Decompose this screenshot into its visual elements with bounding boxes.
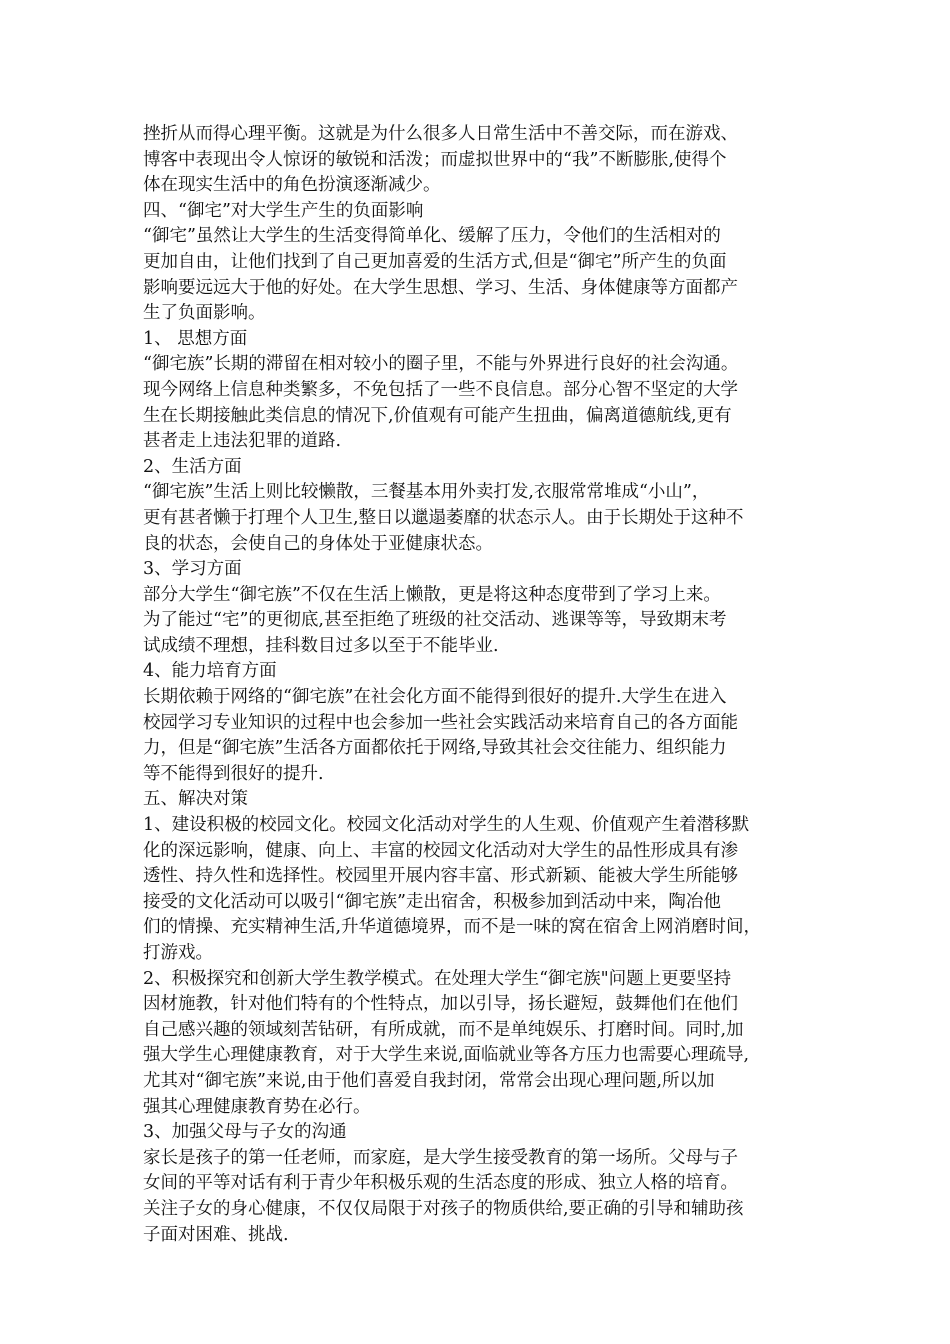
paragraph-line: 关注子女的身心健康，不仅仅局限于对孩子的物质供给,要正确的引导和辅助孩 — [143, 1198, 744, 1219]
paragraph-line: 透性、持久性和选择性。校园里开展内容丰富、形式新颖、能被大学生所能够 — [143, 866, 738, 887]
paragraph-line: 2、积极探究和创新大学生教学模式。在处理大学生“御宅族"问题上更要坚持 — [143, 968, 732, 989]
paragraph-line: 体在现实生活中的角色扮演逐渐减少。 — [143, 175, 441, 196]
paragraph-line: 部分大学生“御宅族”不仅在生活上懒散，更是将这种态度带到了学习上来。 — [143, 584, 721, 605]
paragraph-line: 强大学生心理健康教育，对于大学生来说,面临就业等各方压力也需要心理疏导, — [143, 1045, 750, 1066]
paragraph-line: 挫折从而得心理平衡。这就是为什么很多人日常生活中不善交际，而在游戏、 — [143, 124, 738, 144]
paragraph-line: 更加自由，让他们找到了自己更加喜爱的生活方式,但是“御宅”所产生的负面 — [143, 251, 727, 272]
paragraph-line: 博客中表现出令人惊讶的敏锐和活泼；而虚拟世界中的“我”不断膨胀,使得个 — [143, 149, 727, 170]
subheading-ability: 4、能力培育方面 — [143, 661, 277, 682]
paragraph-line: 校园学习专业知识的过程中也会参加一些社会实践活动来培育自己的各方面能 — [143, 712, 738, 733]
paragraph-line: 生在长期接触此类信息的情况下,价值观有可能产生扭曲，偏离道德航线,更有 — [143, 405, 732, 426]
subheading-life: 2、生活方面 — [143, 456, 242, 477]
paragraph-line: 甚者走上违法犯罪的道路. — [143, 431, 342, 452]
subheading-study: 3、学习方面 — [143, 559, 242, 580]
paragraph-line: 1、建设积极的校园文化。校园文化活动对学生的人生观、价值观产生着潜移默 — [143, 815, 750, 836]
paragraph-line: 现今网络上信息种类繁多，不免包括了一些不良信息。部分心智不坚定的大学 — [143, 379, 738, 400]
paragraph-line: 更有甚者懒于打理个人卫生,整日以邋遢萎靡的状态示人。由于长期处于这种不 — [143, 507, 744, 528]
paragraph-line: “御宅”虽然让大学生的生活变得简单化、缓解了压力，令他们的生活相对的 — [143, 226, 721, 247]
paragraph-line: 试成绩不理想，挂科数目过多以至于不能毕业. — [143, 635, 499, 656]
paragraph-line: 生了负面影响。 — [143, 303, 266, 324]
paragraph-line: 们的情操、充实精神生活,升华道德境界，而不是一味的窝在宿舍上网消磨时间， — [143, 917, 762, 938]
paragraph-line: 长期依赖于网络的“御宅族”在社会化方面不能得到很好的提升.大学生在进入 — [143, 687, 727, 708]
paragraph-line: 力，但是“御宅族”生活各方面都依托于网络,导致其社会交往能力、组织能力 — [143, 738, 727, 759]
paragraph-line: 等不能得到很好的提升. — [143, 763, 324, 784]
paragraph-line: 子面对困难、挑战. — [143, 1224, 289, 1245]
paragraph-line: 尤其对“御宅族”来说,由于他们喜爱自我封闭，常常会出现心理问题,所以加 — [143, 1070, 715, 1091]
subheading-parents: 3、加强父母与子女的沟通 — [143, 1122, 347, 1143]
subheading-thought: 1、 思想方面 — [143, 328, 248, 349]
paragraph-line: 良的状态，会使自己的身体处于亚健康状态。 — [143, 533, 493, 554]
paragraph-line: 接受的文化活动可以吸引“御宅族”走出宿舍，积极参加到活动中来，陶冶他 — [143, 891, 721, 912]
paragraph-line: 打游戏。 — [143, 943, 213, 963]
paragraph-line: “御宅族”长期的滞留在相对较小的圈子里，不能与外界进行良好的社会沟通。 — [143, 354, 739, 375]
paragraph-line: 化的深远影响，健康、向上、丰富的校园文化活动对大学生的品性形成具有渗 — [143, 840, 738, 861]
paragraph-line: 为了能过“宅”的更彻底,甚至拒绝了班级的社交活动、逃课等等，导致期末考 — [143, 610, 727, 631]
paragraph-line: 影响要远远大于他的好处。在大学生思想、学习、生活、身体健康等方面都产 — [143, 277, 738, 298]
section-heading-5: 五、解决对策 — [143, 789, 248, 810]
paragraph-line: 强其心理健康教育势在必行。 — [143, 1096, 371, 1117]
paragraph-line: 家长是孩子的第一任老师，而家庭，是大学生接受教育的第一场所。父母与子 — [143, 1147, 738, 1168]
document-page — [143, 122, 815, 1248]
paragraph-line: 自己感兴趣的领域刻苦钻研，有所成就，而不是单纯娱乐、打磨时间。同时,加 — [143, 1019, 744, 1040]
paragraph-line: “御宅族”生活上则比较懒散，三餐基本用外卖打发,衣服常常堆成“小山”， — [143, 482, 710, 503]
section-heading-4: 四、“御宅”对大学生产生的负面影响 — [143, 200, 424, 221]
paragraph-line: 因材施教，针对他们特有的个性特点，加以引导，扬长避短，鼓舞他们在他们 — [143, 994, 738, 1015]
paragraph-line: 女间的平等对话有利于青少年积极乐观的生活态度的形成、独立人格的培育。 — [143, 1173, 738, 1194]
